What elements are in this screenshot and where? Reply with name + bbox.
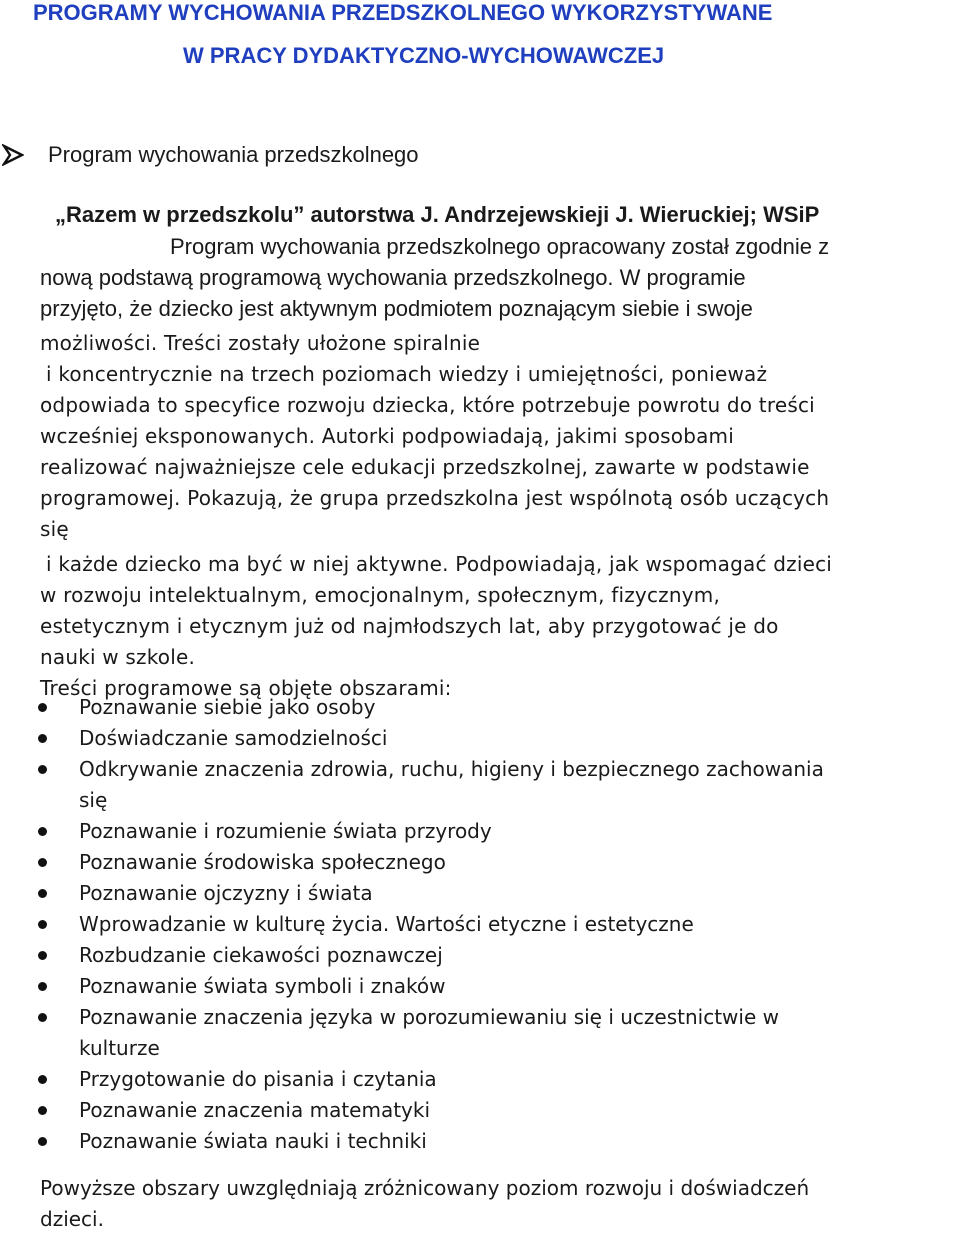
- list-item: [0, 754, 960, 816]
- list-item-text: Poznawanie i rozumienie świata przyrody: [79, 819, 492, 843]
- list-item-text: Poznawanie świata nauki i techniki: [79, 1129, 427, 1153]
- description-line: nową podstawą programową wychowania przedszkolnego. W programie: [40, 265, 746, 290]
- list-item: [0, 971, 960, 1002]
- areas-intro: Treści programowe są objęte obszarami:: [40, 676, 452, 700]
- list-item-text: Odkrywanie znaczenia zdrowia, ruchu, higieny i bezpiecznego zachowania: [79, 757, 824, 781]
- description-line: przyjęto, że dziecko jest aktywnym podmiotem poznającym siebie i swoje: [40, 296, 753, 321]
- closing-line: dzieci.: [40, 1207, 104, 1231]
- round-bullet-icon: [38, 951, 47, 960]
- list-item: [0, 878, 960, 909]
- list-item: [0, 1064, 960, 1095]
- body-line: i koncentrycznie na trzech poziomach wiedzy i umiejętności, ponieważ: [46, 362, 768, 386]
- list-item-text: Poznawanie środowiska społecznego: [79, 850, 446, 874]
- list-item-continuation: kulturze: [79, 1036, 160, 1060]
- round-bullet-icon: [38, 1075, 47, 1084]
- list-item-text: Poznawanie znaczenia matematyki: [79, 1098, 431, 1122]
- list-item: [0, 847, 960, 878]
- list-item: [0, 1095, 960, 1126]
- round-bullet-icon: [38, 920, 47, 929]
- list-item-text: Wprowadzanie w kulturę życia. Wartości etyczne i estetyczne: [79, 912, 694, 936]
- body-line: estetycznym i etycznym już od najmłodszych lat, aby przygotować je do: [40, 614, 779, 638]
- round-bullet-icon: [38, 1106, 47, 1115]
- list-item: [0, 1126, 960, 1157]
- round-bullet-icon: [38, 982, 47, 991]
- body-line: w rozwoju intelektualnym, emocjonalnym, społecznym, fizycznym,: [40, 583, 721, 607]
- list-item: [0, 940, 960, 971]
- round-bullet-icon: [38, 703, 47, 712]
- list-item-continuation: się: [79, 788, 108, 812]
- closing-paragraph: [40, 1173, 960, 1235]
- list-item: [0, 909, 960, 940]
- round-bullet-icon: [38, 1137, 47, 1146]
- body-line: realizować najważniejsze cele edukacji przedszkolnej, zawarte w podstawie: [40, 455, 810, 479]
- body-line: nauki w szkole.: [40, 645, 196, 669]
- body-line: wcześniej eksponowanych. Autorki podpowiadają, jakimi sposobami: [40, 424, 734, 448]
- list-item: [0, 723, 960, 754]
- document-title-line-2: W PRACY DYDAKTYCZNO-WYCHOWAWCZEJ: [183, 43, 665, 68]
- list-item: [0, 1002, 960, 1064]
- list-item-text: Przygotowanie do pisania i czytania: [79, 1067, 437, 1091]
- list-item-text: Poznawanie siebie jako osoby: [79, 695, 376, 719]
- program-list-item: [0, 140, 960, 170]
- round-bullet-icon: [38, 734, 47, 743]
- body-line: możliwości. Treści zostały ułożone spiralnie: [40, 331, 481, 355]
- program-title: „Razem w przedszkolu” autorstwa J. Andrzejewskieji J. Wieruckiej; WSiP: [55, 202, 820, 227]
- description-line: Program wychowania przedszkolnego opracowany został zgodnie z: [170, 234, 830, 259]
- description-paragraph: [40, 262, 960, 324]
- round-bullet-icon: [38, 889, 47, 898]
- list-item-text: Poznawanie znaczenia języka w porozumiewaniu się i uczestnictwie w: [79, 1005, 779, 1029]
- list-item-text: Poznawanie ojczyzny i świata: [79, 881, 373, 905]
- list-item: [0, 816, 960, 847]
- body-paragraph: [40, 328, 960, 704]
- closing-line: Powyższe obszary uwzględniają zróżnicowany poziom rozwoju i doświadczeń: [40, 1176, 810, 1200]
- program-list-item-label: Program wychowania przedszkolnego: [48, 142, 419, 167]
- list-item-text: Poznawanie świata symboli i znaków: [79, 974, 446, 998]
- arrowhead-bullet-icon: [2, 144, 24, 166]
- list-item-text: Doświadczanie samodzielności: [79, 726, 388, 750]
- body-line: odpowiada to specyfice rozwoju dziecka, które potrzebuje powrotu do treści: [40, 393, 815, 417]
- body-line: i każde dziecko ma być w niej aktywne. Podpowiadają, jak wspomagać dzieci: [46, 552, 833, 576]
- areas-list: [0, 692, 960, 1157]
- round-bullet-icon: [38, 827, 47, 836]
- body-line: się: [40, 517, 69, 541]
- list-item-text: Rozbudzanie ciekawości poznawczej: [79, 943, 443, 967]
- round-bullet-icon: [38, 765, 47, 774]
- round-bullet-icon: [38, 858, 47, 867]
- body-line: programowej. Pokazują, że grupa przedszkolna jest wspólnotą osób uczących: [40, 486, 830, 510]
- document-title-line-1: PROGRAMY WYCHOWANIA PRZEDSZKOLNEGO WYKORZYSTYWANE: [33, 0, 773, 25]
- round-bullet-icon: [38, 1013, 47, 1022]
- list-item: [0, 692, 960, 723]
